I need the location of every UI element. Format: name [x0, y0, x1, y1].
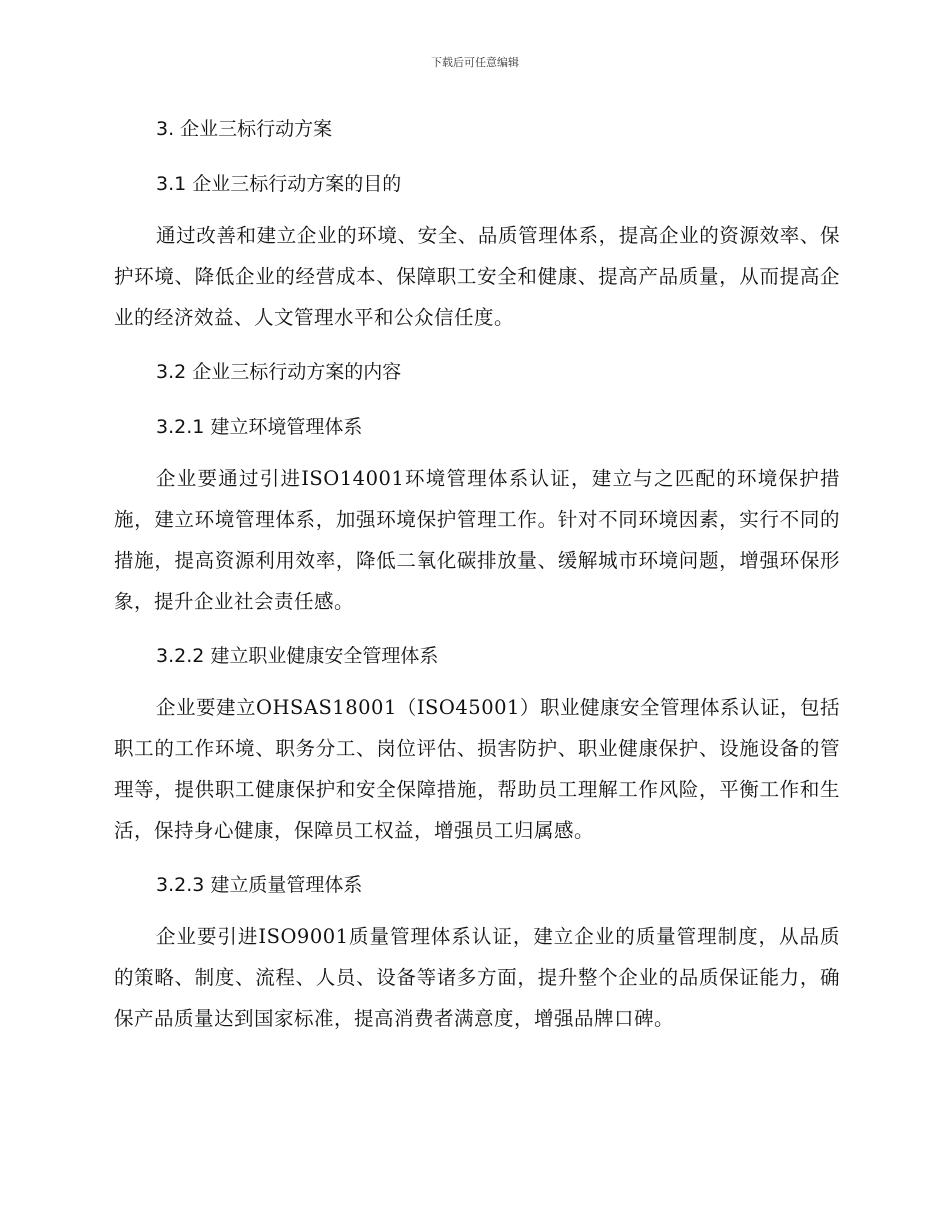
heading-section-3-2-2: 3.2.2 建立职业健康安全管理体系: [156, 645, 439, 667]
paragraph-section-3-2-1: 企业要通过引进ISO14001环境管理体系认证，建立与之匹配的环境保护措施，建立环境管理体系，加强环境保护管理工作。针对不同环境因素，实行不同的措施，提高资源利用效率，降低二氧化碳排放量、缓解城市环境问题，增强环保形象，提升企业社会责任感。: [114, 467, 840, 613]
heading-section-3: 3. 企业三标行动方案: [156, 118, 333, 140]
paragraph-section-3-2-2: 企业要建立OHSAS18001（ISO45001）职业健康安全管理体系认证，包括职工的工作环境、职务分工、岗位评估、损害防护、职业健康保护、设施设备的管理等，提供职工健康保护和安全保障措施，帮助员工理解工作风险，平衡工作和生活，保持身心健康，保障员工权益，增强员工归属感。: [114, 696, 840, 842]
document-body: [114, 108, 840, 1039]
paragraph-section-3-1: 通过改善和建立企业的环境、安全、品质管理体系，提高企业的资源效率、保护环境、降低企业的经营成本、保障职工安全和健康、提高产品质量，从而提高企业的经济效益、人文管理水平和公众信任度。: [114, 224, 840, 329]
heading-section-3-2-3: 3.2.3 建立质量管理体系: [156, 874, 363, 896]
heading-section-3-1: 3.1 企业三标行动方案的目的: [156, 173, 402, 195]
heading-section-3-2: 3.2 企业三标行动方案的内容: [156, 361, 402, 383]
page-header: 下载后可任意编辑: [431, 56, 519, 69]
paragraph-section-3-2-3: 企业要引进ISO9001质量管理体系认证，建立企业的质量管理制度，从品质的策略、制度、流程、人员、设备等诸多方面，提升整个企业的品质保证能力，确保产品质量达到国家标准，提高消费者满意度，增强品牌口碑。: [114, 925, 840, 1030]
heading-section-3-2-1: 3.2.1 建立环境管理体系: [156, 416, 363, 438]
